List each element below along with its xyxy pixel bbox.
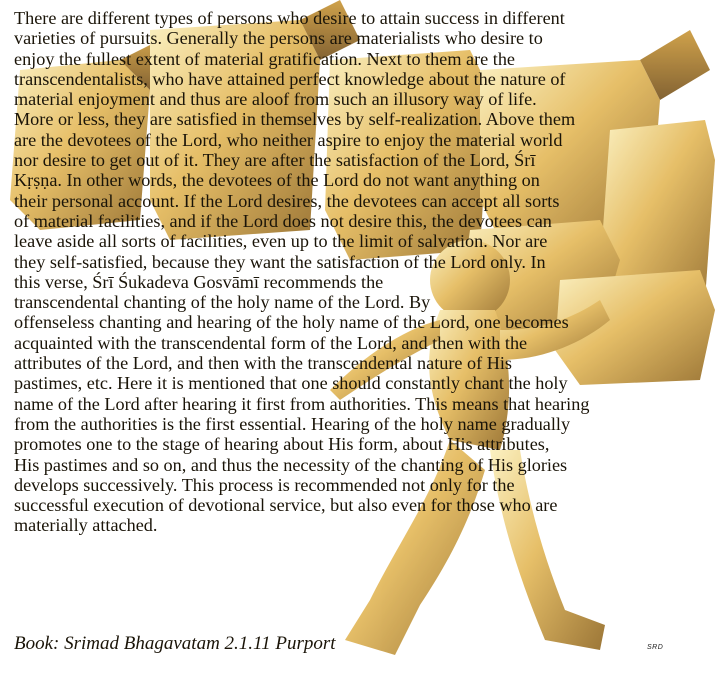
quote-text: There are different types of persons who desire to attain success in different varieties of pursuits. Generally the persons are materialists who desire to enjoy the fullest extent of material gratification. Next to them are the transcendentalists, who have attained perfect knowledge about the nature of material enjoyment and thus are aloof from such an illusory way of life. More or less, they are satisfied in themselves by self-realization. Above them are the devotees of the Lord, who neither aspire to enjoy the material world nor desire to get out of it. They are after the satisfaction of the Lord, Śrī Kṛṣṇa. In other words, the devotees of the Lord do not want anything on their personal account. If the Lord desires, the devotees can accept all sorts of material facilities, and if the Lord does not desire this, the devotees can leave aside all sorts of facilities, even up to the limit of salvation. Nor are they self-satisfied, because they want the satisfaction of the Lord only. In this verse, Śrī Śukadeva Gosvāmī recommends the transcendental chanting of the holy name of the Lord. By offenseless chanting and hearing of the holy name of the Lord, one becomes acquainted with the transcendental form of the Lord, and then with the attributes of the Lord, and then with the transcendental nature of His pastimes, etc. Here it is mentioned that one should constantly chant the holy name of the Lord after hearing it first from authorities. This means that hearing from the authorities is the first essential. Hearing of the holy name gradually promotes one to the stage of hearing about His form, about His attributes, His pastimes and so on, and thus the necessity of the chanting of His glories develops successively. This process is recommended not only for the successful execution of devotional service, but also even for those who are materially attached. <box>14 8 590 536</box>
source-citation: Book: Srimad Bhagavatam 2.1.11 Purport <box>14 633 336 654</box>
artist-signature: SRD <box>647 644 664 651</box>
